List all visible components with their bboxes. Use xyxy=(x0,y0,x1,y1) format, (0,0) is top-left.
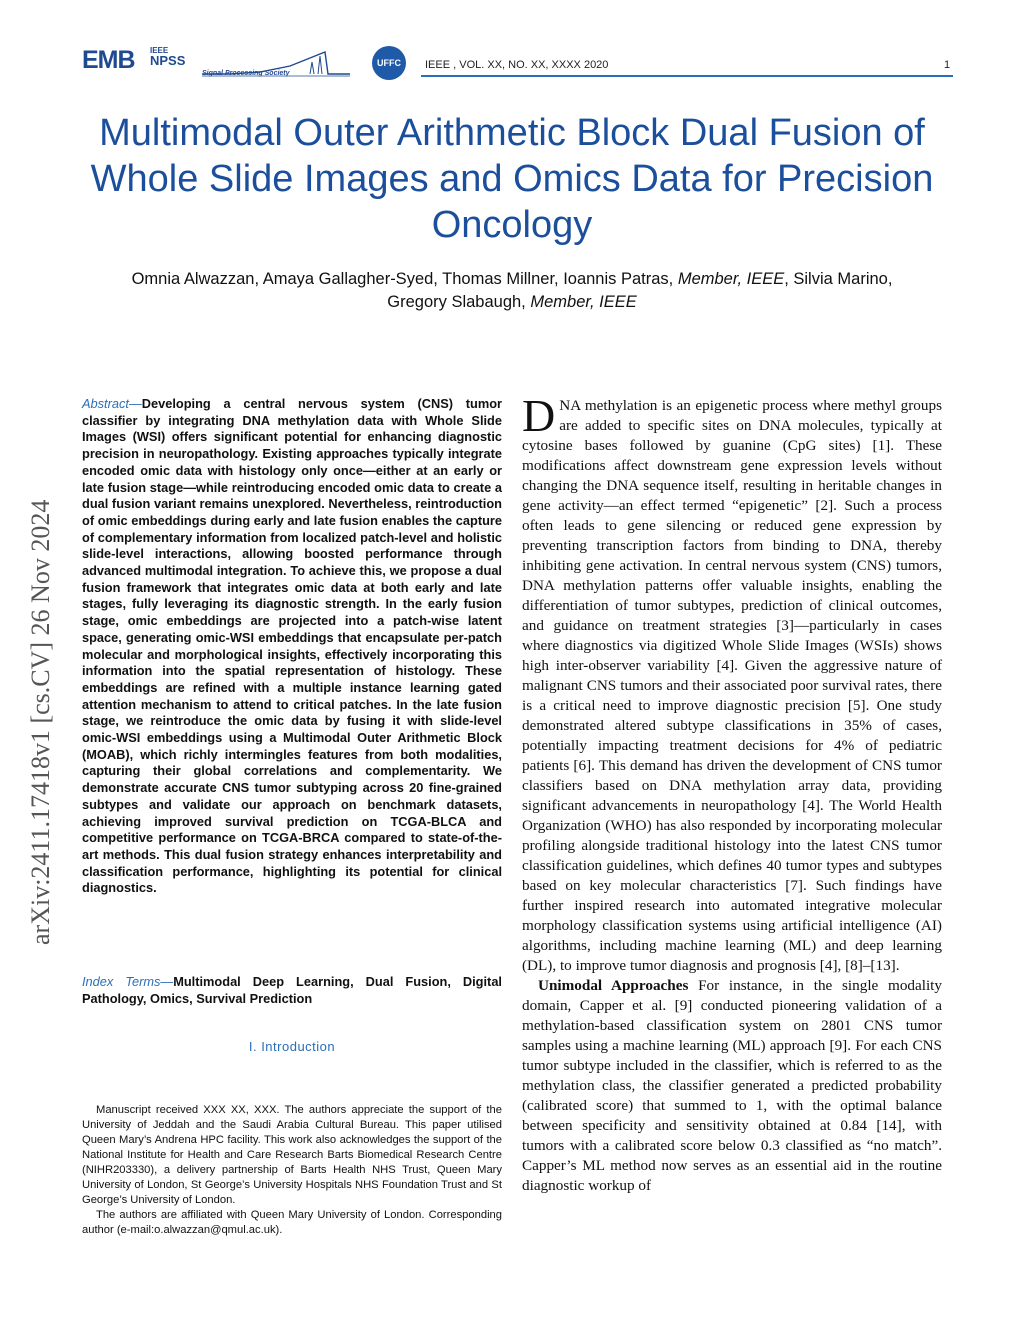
header-rule xyxy=(421,75,953,77)
footnote-paragraph-1: Manuscript received XXX XX, XXX. The authors appreciate the support of the University of Jeddah and the Saudi Arabia Cultural Bureau. This paper utilised Queen Mary’s Andrena HPC facility. This work also acknowledges the support of the National Institute for Health and Care Research Barts Biomedical Research Centre (NIHR203330), a delivery partnership of Barts Health NHS Trust, Queen Mary University of London, St George’s University Hospitals NHS Foundation Trust and St George’s University of London. xyxy=(82,1104,502,1206)
page-number: 1 xyxy=(944,59,951,71)
unimodal-lead: Unimodal Approaches xyxy=(538,977,689,994)
npss-label: NPSS xyxy=(150,53,186,68)
authors-part2: , Silvia Marino, xyxy=(784,270,893,288)
member-tag-1: Member, IEEE xyxy=(677,270,785,288)
abstract xyxy=(82,396,502,897)
member-tag-2: Member, IEEE xyxy=(530,293,637,311)
emb-logo: EMB xyxy=(82,46,135,74)
index-terms-label: Index Terms— xyxy=(82,974,174,989)
authors-part1: Omnia Alwazzan, Amaya Gallagher-Syed, Thomas Millner, Ioannis Patras, xyxy=(131,270,678,288)
intro-paragraph-1-text: NA methylation is an epigenetic process where methyl groups are added to specific sites on DNA molecules, typically at cytosine bases followed by guanine (CpG sites) [1]. These modifications affect downstream gene expression levels without changing the DNA sequence itself, resulting in heritable changes in gene activity—an effect termed “epigenetic” [2]. Such a process often leads to gene silencing or reduced gene expression by preventing transcription factors from binding to DNA, thereby inhibiting gene activation. In central nervous system (CNS) tumors, DNA methylation patterns offer valuable insights, enabling the differentiation of tumor subtypes, prediction of clinical outcomes, and guidance on treatment strategies [3]—particularly in cases where diagnostics via digitized Whole Slide Images (WSIs) shows high inter-observer variability [4]. Given the aggressive nature of malignant CNS tumors and their associated poor survival rates, there is a critical need to improve diagnostic precision [5]. One study demonstrated altered subtype classifications in 35% of cases, potentially impacting treatment decisions for 4% of pediatric patients [6]. This demand has driven the development of CNS tumor classifiers based on DNA methylation array data, providing significant advancements in neuropathology [4]. The World Health Organization (WHO) has also responded by incorporating molecular profiling alongside traditional histology into the latest CNS tumor classification guidelines, which defines 40 tumor types and subtypes based on key molecular characteristics [7]. Such findings have further inspired research into automated integrative molecular morphology classification systems using artificial intelligence (AI) algorithms, including machine learning (ML) and deep learning (DL), to improve tumor diagnosis and prognosis [4], [8]–[13]. xyxy=(522,397,942,974)
index-terms xyxy=(82,974,502,1007)
paper-title: Multimodal Outer Arithmetic Block Dual Fusion of Whole Slide Images and Omics Data for Precision Oncology xyxy=(90,112,934,246)
abstract-text: Developing a central nervous system (CNS) tumor classifier by integrating DNA methylation data with Whole Slide Images (WSI) offers significant potential for enhancing diagnostic precision in neuropathology. Existing approaches typically integrate encoded omic data with histology only once—either at an early or late fusion stage—while reintroducing encoded omic data to create a dual fusion variant remains unexplored. Nevertheless, reintroduction of omic embeddings during early and late fusion enables the capture of complementary information from localized patch-level and holistic slide-level interactions, allowing boosted performance through advanced multimodal integration. To achieve this, we propose a dual fusion framework that integrates omic data at both early and late stages, fully leveraging its diagnostic strength. In the early fusion stage, omic embeddings are projected into a patch-wise latent space, generating omic-WSI embeddings that encapsulate per-patch molecular and morphological insights, effectively incorporating this information into the spatial representation of histology. These embeddings are refined with a multiple instance learning gated attention mechanism to attend to critical patches. In the late fusion stage, we reintroduce the omic data by fusing it with slide-level omic-WSI embeddings using a Multimodal Outer Arithmetic Block (MOAB), which richly intermingles features from both modalities, capturing their global correlations and complementarity. We demonstrate accurate CNS tumor subtyping across 20 fine-grained subtypes and validate our approach on benchmark datasets, achieving improved survival prediction on TCGA-BLCA and competitive performance on TCGA-BRCA compared to state-of-the-art methods. This dual fusion strategy enhances interpretability and classification performance, highlighting its potential for clinical diagnostics. xyxy=(82,396,502,896)
intro-paragraph-1 xyxy=(522,390,942,976)
arxiv-identifier: arXiv:2411.17418v1 [cs.CV] 26 Nov 2024 xyxy=(26,499,55,945)
intro-body xyxy=(522,390,942,1196)
ieee-label: IEEE xyxy=(150,46,169,55)
ieee-npss-logo xyxy=(150,46,185,68)
signal-processing-society-logo xyxy=(200,48,355,80)
section-heading-introduction: I. Introduction xyxy=(248,1039,336,1054)
index-terms-text: Multimodal Deep Learning, Dual Fusion, Digital Pathology, Omics, Survival Prediction xyxy=(82,974,502,1006)
uffc-logo: UFFC xyxy=(372,46,406,80)
sps-label: Signal Processing Society xyxy=(202,70,290,77)
intro-paragraph-2 xyxy=(522,976,942,1196)
author-list xyxy=(60,268,964,314)
authors-part3: Gregory Slabaugh, xyxy=(387,293,531,311)
footnote-paragraph-2: The authors are affiliated with Queen Mary University of London. Corresponding author (e-mail:o.alwazzan@qmul.ac.uk). xyxy=(82,1209,502,1236)
abstract-label: Abstract— xyxy=(82,396,142,411)
journal-line: IEEE , VOL. XX, NO. XX, XXXX 2020 xyxy=(425,59,609,71)
intro-paragraph-2-text: For instance, in the single modality domain, Capper et al. [9] conducted pioneering validation of a methylation-based classification system on 2801 CNS tumor samples using a machine learning (ML) approach [9]. For each CNS tumor subtype included in the classifier, which is referred to as the methylation class, the classifier generated a predicted probability (calibrated score) that summed to 1, with the optimal balance between specificity and sensitivity obtained at 0.84 [14], with tumors with a calibrated score below 0.3 classified as “no match”. Capper’s ML method now serves as an essential aid in the routine diagnostic workup of xyxy=(522,977,942,1194)
footnote xyxy=(82,1103,502,1238)
drop-cap: D xyxy=(522,390,556,441)
